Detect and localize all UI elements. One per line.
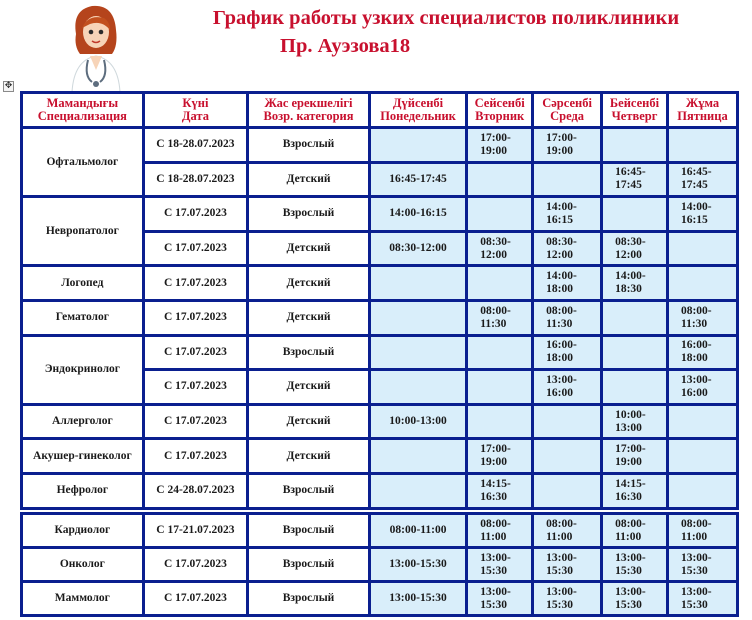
time-cell: 13:00-15:30 <box>371 583 465 614</box>
time-cell <box>603 371 666 403</box>
column-header-friday <box>669 94 736 126</box>
time-cell <box>371 267 465 299</box>
specialization-cell: Маммолог <box>23 583 142 614</box>
time-cell <box>669 406 736 438</box>
time-cell: 14:15- 16:30 <box>468 475 531 507</box>
date-cell: С 17.07.2023 <box>145 198 246 230</box>
age-category-cell: Взрослый <box>249 475 368 507</box>
table-row <box>23 302 736 334</box>
time-cell: 08:00-11:00 <box>371 515 465 546</box>
age-category-cell: Детский <box>249 302 368 334</box>
time-cell <box>669 475 736 507</box>
column-header-age-category <box>249 94 368 126</box>
time-cell <box>468 406 531 438</box>
date-cell: С 17.07.2023 <box>145 371 246 403</box>
table-row <box>23 267 736 299</box>
specialization-cell: Акушер-гинеколог <box>23 440 142 472</box>
time-cell: 14:00- 16:15 <box>669 198 736 230</box>
time-cell <box>371 337 465 369</box>
time-cell: 17:00- 19:00 <box>534 129 600 161</box>
time-cell <box>534 440 600 472</box>
date-cell: С 17.07.2023 <box>145 440 246 472</box>
date-cell: С 17.07.2023 <box>145 337 246 369</box>
age-category-cell: Взрослый <box>249 515 368 546</box>
specialization-cell: Логопед <box>23 267 142 299</box>
specialization-cell: Кардиолог <box>23 515 142 546</box>
time-cell: 13:00- 15:30 <box>468 583 531 614</box>
time-cell: 14:00- 18:30 <box>603 267 666 299</box>
age-category-cell: Детский <box>249 164 368 196</box>
specialization-cell: Гематолог <box>23 302 142 334</box>
time-cell <box>603 302 666 334</box>
time-cell: 16:00- 18:00 <box>534 337 600 369</box>
column-header-line: Понедельник <box>380 109 456 123</box>
column-header-line: Дүйсенбі <box>392 96 444 110</box>
date-cell: С 17-21.07.2023 <box>145 515 246 546</box>
column-header-tuesday <box>468 94 531 126</box>
column-header-date <box>145 94 246 126</box>
specialization-cell: Офтальмолог <box>23 129 142 195</box>
time-cell: 08:00- 11:30 <box>534 302 600 334</box>
time-cell <box>534 406 600 438</box>
specialization-cell: Невропатолог <box>23 198 142 264</box>
time-cell: 13:00- 15:30 <box>534 583 600 614</box>
age-category-cell: Детский <box>249 406 368 438</box>
column-header-specialization <box>23 94 142 126</box>
time-cell: 10:00-13:00 <box>371 406 465 438</box>
table-row <box>23 337 736 369</box>
time-cell: 08:30- 12:00 <box>603 233 666 265</box>
table-row <box>23 583 736 614</box>
specialization-cell: Нефролог <box>23 475 142 507</box>
column-header-line: Специализация <box>37 109 127 123</box>
time-cell <box>603 198 666 230</box>
date-cell: С 17.07.2023 <box>145 267 246 299</box>
column-header-line: Среда <box>550 109 585 123</box>
date-cell: С 17.07.2023 <box>145 549 246 580</box>
age-category-cell: Взрослый <box>249 583 368 614</box>
time-cell: 13:00- 15:30 <box>603 549 666 580</box>
column-header-line: Сейсенбі <box>474 96 525 110</box>
time-cell <box>371 440 465 472</box>
date-cell: С 17.07.2023 <box>145 583 246 614</box>
time-cell: 13:00- 15:30 <box>603 583 666 614</box>
time-cell: 13:00- 15:30 <box>534 549 600 580</box>
time-cell: 17:00- 19:00 <box>468 129 531 161</box>
page-subtitle: Пр. Ауэзова18 <box>280 35 411 57</box>
age-category-cell: Взрослый <box>249 337 368 369</box>
specialization-cell: Аллерголог <box>23 406 142 438</box>
doctor-illustration <box>62 0 130 92</box>
date-cell: С 17.07.2023 <box>145 233 246 265</box>
time-cell <box>371 129 465 161</box>
table-row <box>23 515 736 546</box>
time-cell <box>468 267 531 299</box>
table-move-handle-icon[interactable]: ✥ <box>4 81 13 91</box>
time-cell <box>468 198 531 230</box>
schedule-table <box>20 91 739 510</box>
column-header-line: Күні <box>182 96 209 110</box>
time-cell: 08:00- 11:00 <box>534 515 600 546</box>
time-cell <box>603 129 666 161</box>
table-row <box>23 198 736 230</box>
column-header-line: Четверг <box>611 109 658 123</box>
time-cell: 13:00- 15:30 <box>669 549 736 580</box>
time-cell <box>669 233 736 265</box>
table-row <box>23 475 736 507</box>
age-category-cell: Взрослый <box>249 198 368 230</box>
time-cell: 10:00- 13:00 <box>603 406 666 438</box>
column-header-monday <box>371 94 465 126</box>
date-cell: С 24-28.07.2023 <box>145 475 246 507</box>
specialization-cell: Онколог <box>23 549 142 580</box>
time-cell <box>669 267 736 299</box>
time-cell: 08:00- 11:00 <box>669 515 736 546</box>
date-cell: С 17.07.2023 <box>145 302 246 334</box>
time-cell: 17:00- 19:00 <box>468 440 531 472</box>
time-cell: 16:45- 17:45 <box>603 164 666 196</box>
time-cell: 13:00-15:30 <box>371 549 465 580</box>
time-cell: 08:00- 11:00 <box>468 515 531 546</box>
time-cell <box>534 475 600 507</box>
time-cell <box>371 302 465 334</box>
time-cell: 14:00- 16:15 <box>534 198 600 230</box>
time-cell <box>603 337 666 369</box>
table-row <box>23 406 736 438</box>
time-cell: 08:30- 12:00 <box>534 233 600 265</box>
column-header-line: Сәрсенбі <box>542 96 592 110</box>
column-header-line: Жас ерекшелігі <box>264 96 353 110</box>
age-category-cell: Взрослый <box>249 129 368 161</box>
time-cell: 17:00- 19:00 <box>603 440 666 472</box>
time-cell <box>371 475 465 507</box>
time-cell: 13:00- 16:00 <box>534 371 600 403</box>
time-cell <box>371 371 465 403</box>
column-header-line: Пятница <box>677 109 728 123</box>
time-cell: 08:00- 11:30 <box>468 302 531 334</box>
age-category-cell: Детский <box>249 440 368 472</box>
time-cell: 14:15- 16:30 <box>603 475 666 507</box>
time-cell: 08:30-12:00 <box>371 233 465 265</box>
time-cell <box>468 164 531 196</box>
time-cell: 08:00- 11:00 <box>603 515 666 546</box>
time-cell <box>669 440 736 472</box>
time-cell <box>468 371 531 403</box>
time-cell: 16:45- 17:45 <box>669 164 736 196</box>
time-cell <box>468 337 531 369</box>
time-cell: 14:00-16:15 <box>371 198 465 230</box>
age-category-cell: Взрослый <box>249 549 368 580</box>
time-cell <box>534 164 600 196</box>
time-cell: 14:00- 18:00 <box>534 267 600 299</box>
column-header-line: Вторник <box>475 109 525 123</box>
age-category-cell: Детский <box>249 233 368 265</box>
column-header-line: Возр. категория <box>263 109 354 123</box>
specialization-cell: Эндокринолог <box>23 337 142 403</box>
date-cell: С 18-28.07.2023 <box>145 129 246 161</box>
age-category-cell: Детский <box>249 267 368 299</box>
table-row <box>23 129 736 161</box>
column-header-line: Бейсенбі <box>609 96 660 110</box>
time-cell <box>669 129 736 161</box>
column-header-wednesday <box>534 94 600 126</box>
column-header-thursday <box>603 94 666 126</box>
table-row <box>23 440 736 472</box>
time-cell: 08:00- 11:30 <box>669 302 736 334</box>
time-cell: 16:00- 18:00 <box>669 337 736 369</box>
page-title: График работы узких специалистов поликлиники <box>212 7 680 29</box>
table-row <box>23 549 736 580</box>
time-cell: 13:00- 16:00 <box>669 371 736 403</box>
time-cell: 13:00- 15:30 <box>669 583 736 614</box>
column-header-line: Жұма <box>685 96 720 110</box>
date-cell: С 18-28.07.2023 <box>145 164 246 196</box>
column-header-line: Мамандығы <box>46 96 119 110</box>
time-cell: 08:30- 12:00 <box>468 233 531 265</box>
age-category-cell: Детский <box>249 371 368 403</box>
schedule-table-2 <box>20 512 739 617</box>
column-header-line: Дата <box>181 109 209 123</box>
date-cell: С 17.07.2023 <box>145 406 246 438</box>
time-cell: 13:00- 15:30 <box>468 549 531 580</box>
time-cell: 16:45-17:45 <box>371 164 465 196</box>
